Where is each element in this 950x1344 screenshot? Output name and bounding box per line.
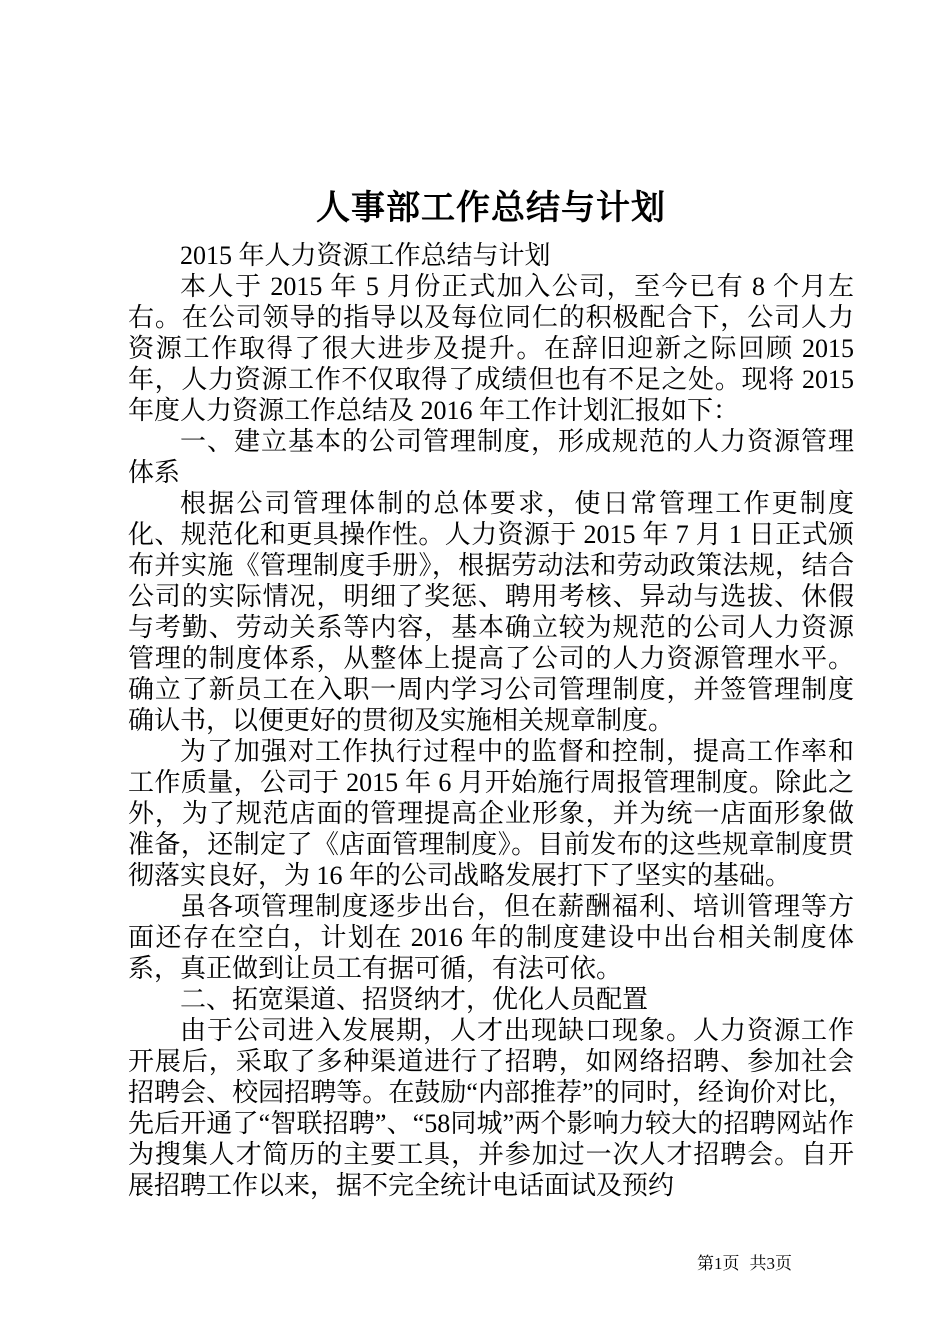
paragraph-section1-body1: 根据公司管理体制的总体要求，使日常管理工作更制度化、规范化和更具操作性。人力资源于 2015 年 7 月 1 日正式颁布并实施《管理制度手册》，根据劳动法和劳动政策法规，结合公司的实际情况，明细了奖惩、聘用考核、异动与选拔、休假与考勤、劳动关系等内容，基本确立较为规范的公司人力资源管理的制度体系，从整体上提高了公司的人力资源管理水平。确立了新员工在入职一周内学习公司管理制度，并签管理制度确认书，以便更好的贯彻及实施相关规章制度。 xyxy=(128,489,854,735)
paragraph-section1-heading: 一、建立基本的公司管理制度，形成规范的人力资源管理体系 xyxy=(128,427,854,487)
paragraph-section1-body3: 虽各项管理制度逐步出台，但在薪酬福利、培训管理等方面还存在空白，计划在 2016 年的制度建设中出台相关制度体系，真正做到让员工有据可循，有法可依。 xyxy=(128,892,854,983)
paragraph-section2-body1: 由于公司进入发展期，人才出现缺口现象。人力资源工作开展后，采取了多种渠道进行了招聘，如网络招聘、参加社会招聘会、校园招聘等。在鼓励“内部推荐”的同时，经询价对比，先后开通了“智联招聘”、“58同城”两个影响力较大的招聘网站作为搜集人才简历的主要工具，并参加过一次人才招聘会。自开展招聘工作以来，据不完全统计电话面试及预约 xyxy=(128,1016,854,1200)
page-footer xyxy=(697,1254,792,1274)
page-number-current: 第1页 xyxy=(697,1254,740,1273)
paragraph-intro: 本人于 2015 年 5 月份正式加入公司，至今已有 8 个月左右。在公司领导的指导以及每位同仁的积极配合下，公司人力资源工作取得了很大进步及提升。在辞旧迎新之际回顾 2015 年，人力资源工作不仅取得了成绩但也有不足之处。现将 2015 年度人力资源工作总结及 2016 年工作计划汇报如下： xyxy=(128,272,854,425)
page-number-total: 共3页 xyxy=(749,1254,792,1273)
paragraph-section1-body2: 为了加强对工作执行过程中的监督和控制，提高工作率和工作质量，公司于 2015 年 6 月开始施行周报管理制度。除此之外，为了规范店面的管理提高企业形象，并为统一店面形象做准备，还制定了《店面管理制度》。目前发布的这些规章制度贯彻落实良好，为 16 年的公司战略发展打下了坚实的基础。 xyxy=(128,737,854,890)
document-title: 人事部工作总结与计划 xyxy=(316,190,666,227)
paragraph-section2-heading: 二、拓宽渠道、招贤纳才，优化人员配置 xyxy=(180,985,649,1014)
paragraph-subtitle: 2015 年人力资源工作总结与计划 xyxy=(180,241,551,270)
